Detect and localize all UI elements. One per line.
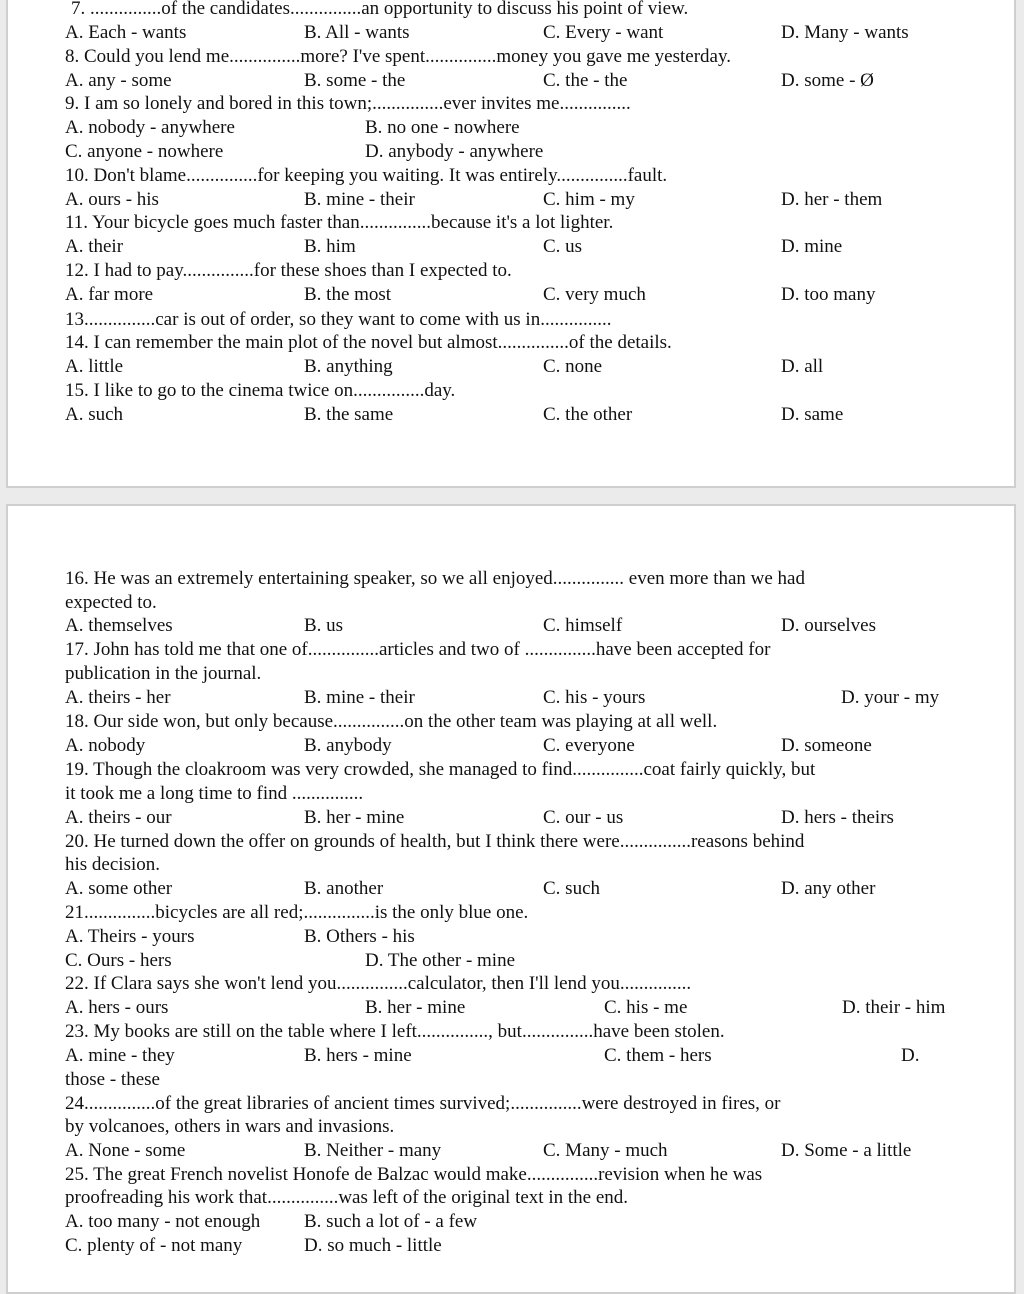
question-20-option-c: C. such xyxy=(543,878,600,899)
question-22-option-c: C. his - me xyxy=(604,997,688,1018)
question-18-option-d: D. someone xyxy=(781,735,872,756)
question-25-stem-line-1: 25. The great French novelist Honofe de Balzac would make...............revision when he was xyxy=(65,1164,763,1185)
question-18-option-a: A. nobody xyxy=(65,735,146,756)
question-14-option-a: A. little xyxy=(65,356,124,377)
question-24-stem-line-1: 24...............of the great libraries of ancient times survived;...............were destroyed in fires, or xyxy=(65,1093,781,1114)
question-11-option-b: B. him xyxy=(304,236,356,257)
question-8-option-c: C. the - the xyxy=(543,70,628,91)
question-22-stem: 22. If Clara says she won't lend you...............calculator, then I'll lend you............... xyxy=(65,973,692,994)
question-14-stem: 14. I can remember the main plot of the novel but almost...............of the details. xyxy=(65,332,672,353)
question-23-stem: 23. My books are still on the table where I left..............., but...............have been stolen. xyxy=(65,1021,725,1042)
question-10-option-d: D. her - them xyxy=(781,189,883,210)
question-14-option-c: C. none xyxy=(543,356,603,377)
question-9-option-b: B. no one - nowhere xyxy=(365,117,520,138)
question-15-option-a: A. such xyxy=(65,404,124,425)
question-16-stem-line-2: expected to. xyxy=(65,592,157,613)
question-10-option-a: A. ours - his xyxy=(65,189,159,210)
question-21-option-d: D. The other - mine xyxy=(365,950,516,971)
question-11-stem: 11. Your bicycle goes much faster than...............because it's a lot lighter. xyxy=(65,212,614,233)
question-12-option-a: A. far more xyxy=(65,284,154,305)
question-22-option-a: A. hers - ours xyxy=(65,997,169,1018)
question-19-option-b: B. her - mine xyxy=(304,807,405,828)
question-24-option-b: B. Neither - many xyxy=(304,1140,442,1161)
question-20-option-d: D. any other xyxy=(781,878,876,899)
question-25-option-a: A. too many - not enough xyxy=(65,1211,261,1232)
question-19-option-c: C. our - us xyxy=(543,807,624,828)
question-8-option-a: A. any - some xyxy=(65,70,172,91)
question-16-option-c: C. himself xyxy=(543,615,623,636)
question-8-option-d: D. some - Ø xyxy=(781,70,874,91)
question-12-stem: 12. I had to pay...............for these shoes than I expected to. xyxy=(65,260,512,281)
question-12-option-c: C. very much xyxy=(543,284,646,305)
question-22-option-d: D. their - him xyxy=(842,997,946,1018)
question-25-stem-line-2: proofreading his work that...............was left of the original text in the end. xyxy=(65,1187,629,1208)
question-16-stem-line-1: 16. He was an extremely entertaining speaker, so we all enjoyed............... even more than we had xyxy=(65,568,805,589)
question-7-stem: 7. ...............of the candidates...............an opportunity to discuss his point of view. xyxy=(71,0,689,19)
question-15-stem: 15. I like to go to the cinema twice on...............day. xyxy=(65,380,456,401)
question-13-stem: 13...............car is out of order, so they want to come with us in............... xyxy=(65,309,612,330)
question-12-option-d: D. too many xyxy=(781,284,876,305)
question-11-option-d: D. mine xyxy=(781,236,843,257)
question-7-option-b: B. All - wants xyxy=(304,22,410,43)
question-20-stem-line-2: his decision. xyxy=(65,854,160,875)
question-8-option-b: B. some - the xyxy=(304,70,406,91)
question-11-option-a: A. their xyxy=(65,236,124,257)
question-10-option-b: B. mine - their xyxy=(304,189,415,210)
question-9-option-c: C. anyone - nowhere xyxy=(65,141,224,162)
question-17-stem-line-2: publication in the journal. xyxy=(65,663,262,684)
question-14-option-b: B. anything xyxy=(304,356,393,377)
question-25-option-d: D. so much - little xyxy=(304,1235,442,1256)
question-23-option-d-text: those - these xyxy=(65,1069,160,1090)
question-24-option-d: D. Some - a little xyxy=(781,1140,912,1161)
question-18-stem: 18. Our side won, but only because...............on the other team was playing at all well. xyxy=(65,711,718,732)
question-17-option-d: D. your - my xyxy=(841,687,940,708)
question-7-option-a: A. Each - wants xyxy=(65,22,187,43)
question-8-stem: 8. Could you lend me...............more? I've spent...............money you gave me yesterday. xyxy=(65,46,731,67)
question-23-option-d: D. xyxy=(901,1045,920,1066)
question-25-option-b: B. such a lot of - a few xyxy=(304,1211,478,1232)
question-21-option-a: A. Theirs - yours xyxy=(65,926,195,947)
question-15-option-b: B. the same xyxy=(304,404,394,425)
question-14-option-d: D. all xyxy=(781,356,824,377)
question-19-stem-line-1: 19. Though the cloakroom was very crowded, she managed to find...............coat fairly quickly, but xyxy=(65,759,816,780)
question-17-option-b: B. mine - their xyxy=(304,687,415,708)
question-17-stem-line-1: 17. John has told me that one of...............articles and two of ...............have been accepted for xyxy=(65,639,771,660)
question-15-option-c: C. the other xyxy=(543,404,633,425)
question-22-option-b: B. her - mine xyxy=(365,997,466,1018)
question-19-option-d: D. hers - theirs xyxy=(781,807,894,828)
question-20-stem-line-1: 20. He turned down the offer on grounds of health, but I think there were...............reasons behind xyxy=(65,831,805,852)
question-9-option-a: A. nobody - anywhere xyxy=(65,117,235,138)
question-23-option-b: B. hers - mine xyxy=(304,1045,412,1066)
question-12-option-b: B. the most xyxy=(304,284,392,305)
question-24-stem-line-2: by volcanoes, others in wars and invasions. xyxy=(65,1116,395,1137)
question-7-option-c: C. Every - want xyxy=(543,22,664,43)
worksheet-page-1 xyxy=(6,0,1016,488)
question-16-option-a: A. themselves xyxy=(65,615,173,636)
question-11-option-c: C. us xyxy=(543,236,583,257)
question-17-option-c: C. his - yours xyxy=(543,687,646,708)
question-21-stem: 21...............bicycles are all red;...............is the only blue one. xyxy=(65,902,529,923)
question-19-stem-line-2: it took me a long time to find ............... xyxy=(65,783,364,804)
question-16-option-b: B. us xyxy=(304,615,344,636)
question-24-option-a: A. None - some xyxy=(65,1140,186,1161)
question-21-option-c: C. Ours - hers xyxy=(65,950,172,971)
question-23-option-a: A. mine - they xyxy=(65,1045,175,1066)
question-17-option-a: A. theirs - her xyxy=(65,687,171,708)
question-15-option-d: D. same xyxy=(781,404,844,425)
question-25-option-c: C. plenty of - not many xyxy=(65,1235,243,1256)
question-9-stem: 9. I am so lonely and bored in this town;...............ever invites me............... xyxy=(65,93,631,114)
question-18-option-c: C. everyone xyxy=(543,735,635,756)
question-7-option-d: D. Many - wants xyxy=(781,22,909,43)
worksheet-page-2 xyxy=(6,504,1016,1294)
question-10-option-c: C. him - my xyxy=(543,189,635,210)
question-10-stem: 10. Don't blame...............for keeping you waiting. It was entirely...............fault. xyxy=(65,165,668,186)
question-24-option-c: C. Many - much xyxy=(543,1140,668,1161)
question-20-option-a: A. some other xyxy=(65,878,173,899)
question-23-option-c: C. them - hers xyxy=(604,1045,712,1066)
question-19-option-a: A. theirs - our xyxy=(65,807,172,828)
question-9-option-d: D. anybody - anywhere xyxy=(365,141,544,162)
question-18-option-b: B. anybody xyxy=(304,735,392,756)
question-21-option-b: B. Others - his xyxy=(304,926,415,947)
question-16-option-d: D. ourselves xyxy=(781,615,876,636)
question-20-option-b: B. another xyxy=(304,878,384,899)
